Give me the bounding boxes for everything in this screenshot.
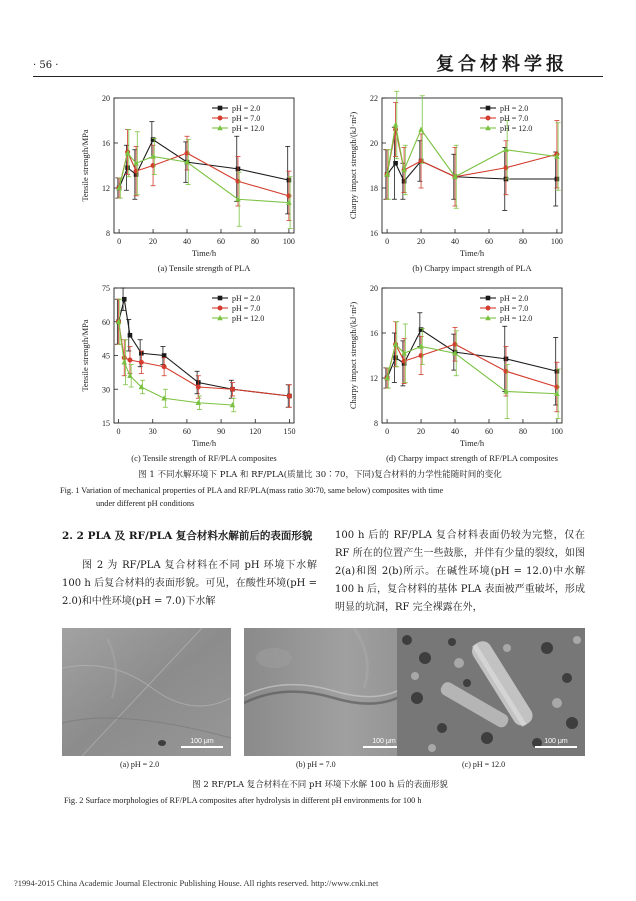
data-point (151, 163, 156, 168)
y-tick-label: 8 (106, 229, 110, 238)
y-tick-label: 16 (370, 229, 378, 238)
legend-marker (218, 296, 223, 301)
x-tick-label: 80 (250, 237, 259, 246)
data-point (134, 169, 139, 174)
section-heading: 2. 2 PLA 及 RF/PLA 复合材料水解前后的表面形貌 (62, 530, 313, 542)
figure2-caption-cn: 图 2 RF/PLA 复合材料在不同 pH 环境下水解 100 h 后的表面形貌 (192, 780, 448, 790)
chart-b-svg (330, 90, 575, 272)
data-point (122, 297, 127, 302)
x-tick-label: 90 (217, 427, 226, 436)
chart-d (330, 280, 575, 462)
series-2 (384, 322, 560, 419)
series-line (119, 322, 233, 405)
body-paragraph-left: 图 2 为 RF/PLA 复合材料在不同 pH 环境下水解 100 h 后复合材料的表面形貌。可见，在酸性环境(pH = 2.0)和中性环境(pH = 7.0)下水解 (62, 560, 317, 607)
copyright-footer: ?1994-2015 China Academic Journal Electronic Publishing House. All rights reserved. http://www.cnki.net (14, 878, 379, 888)
scale-bar-c: 100 μm (535, 738, 577, 748)
legend-marker (486, 296, 491, 301)
data-point (419, 353, 424, 358)
legend-marker (486, 306, 491, 311)
data-point (196, 385, 201, 390)
header-rule (33, 76, 603, 77)
y-tick-label: 8 (374, 419, 378, 428)
data-point (418, 127, 424, 132)
data-point (419, 327, 424, 332)
legend-marker (486, 106, 491, 111)
data-point (185, 151, 190, 156)
y-axis-label: Charpy impact strength/(kJ·m²) (348, 301, 358, 410)
series-2 (116, 299, 236, 412)
y-tick-label: 12 (370, 374, 378, 383)
page-number: · 56 · (33, 60, 59, 71)
x-tick-label: 40 (451, 237, 460, 246)
figure2-caption-en: Fig. 2 Surface morphologies of RF/PLA composites after hydrolysis in different pH environments for 100 h (64, 796, 422, 805)
data-point (287, 394, 292, 399)
sem-image-c (397, 628, 585, 756)
legend-label: pH = 2.0 (500, 104, 529, 113)
series-line (119, 153, 289, 203)
x-axis-label: Time/h (191, 438, 217, 448)
legend-label: pH = 2.0 (232, 294, 261, 303)
data-point (286, 193, 291, 198)
chart-a-svg (62, 90, 307, 272)
y-tick-label: 45 (102, 351, 110, 361)
data-point (393, 122, 399, 127)
x-axis-label: Time/h (191, 248, 217, 258)
x-axis-label: Time/h (459, 248, 485, 258)
figure1-caption-en-line1: Fig. 1 Variation of mechanical properties of PLA and RF/PLA(mass ratio 30∶70, same below) composites with time (60, 486, 444, 495)
scale-bar-b: 100 μm (363, 738, 405, 748)
legend-label: pH = 12.0 (232, 124, 265, 133)
data-point (128, 333, 133, 338)
chart-subtitle: (c) Tensile strength of RF/PLA composites (131, 453, 277, 463)
legend-marker (218, 116, 223, 121)
journal-name: 复合材料学报 (436, 54, 568, 75)
legend-marker (218, 106, 223, 111)
series-line (387, 161, 557, 181)
x-axis-label: Time/h (459, 438, 485, 448)
series-line (119, 322, 290, 396)
chart-subtitle: (a) Tensile strength of PLA (157, 263, 251, 273)
x-tick-label: 80 (518, 237, 527, 246)
chart-b (330, 90, 575, 272)
chart-subtitle: (b) Charpy impact strength of PLA (412, 263, 532, 273)
legend-label: pH = 7.0 (232, 304, 261, 313)
x-tick-label: 40 (183, 237, 192, 246)
chart-subtitle: (d) Charpy impact strength of RF/PLA composites (386, 453, 558, 463)
legend-label: pH = 2.0 (500, 294, 529, 303)
series-line (387, 344, 557, 394)
sem-label-a: (a) pH = 2.0 (120, 760, 160, 769)
x-tick-label: 100 (550, 427, 563, 436)
chart-c (62, 280, 307, 462)
data-point (230, 387, 235, 392)
plot-frame (382, 98, 562, 233)
data-point (121, 359, 127, 364)
y-tick-label: 18 (370, 184, 378, 193)
data-point (139, 360, 144, 365)
x-tick-label: 0 (116, 427, 121, 436)
data-point (453, 342, 458, 347)
data-point (162, 364, 167, 369)
data-point (393, 161, 398, 166)
series-2 (384, 91, 560, 208)
y-tick-label: 20 (370, 139, 378, 148)
x-tick-label: 20 (417, 427, 426, 436)
data-point (235, 179, 240, 184)
series-0 (115, 288, 292, 407)
legend-label: pH = 12.0 (500, 124, 533, 133)
x-tick-label: 100 (550, 237, 563, 246)
plot-frame (382, 288, 562, 423)
data-point (419, 159, 424, 164)
sem-image-a (62, 628, 231, 756)
x-tick-label: 60 (484, 237, 493, 246)
figure1-caption-cn: 图 1 不同水解环境下 PLA 和 RF/PLA(质量比 30∶70，下同)复合材料的力学性能随时间的变化 (138, 470, 502, 480)
x-tick-label: 0 (117, 237, 122, 246)
y-tick-label: 30 (102, 385, 110, 395)
x-tick-label: 40 (451, 427, 460, 436)
sem-image-b (244, 628, 413, 756)
x-tick-label: 0 (385, 237, 390, 246)
x-tick-label: 60 (484, 427, 493, 436)
y-tick-label: 16 (102, 139, 110, 148)
data-point (150, 154, 156, 159)
data-point (503, 165, 508, 170)
series-0 (383, 127, 559, 210)
y-tick-label: 12 (102, 184, 110, 193)
chart-c-svg (62, 280, 307, 462)
series-1 (385, 322, 560, 412)
data-point (162, 353, 167, 358)
body-paragraph-right: 100 h 后的 RF/PLA 复合材料表面仍较为完整，仅在 RF 所在的位置产生一些鼓胀，并伴有少量的裂纹，如图 2(a)和图 2(b)所示。在碱性环境(pH = 12.0)中水解 100 h 后，复合材料的基体 PLA 表面被严重破坏，形成明显的坑洞，RF 完全裸露在外， (335, 530, 585, 613)
y-axis-label: Tensile strength/MPa (80, 319, 90, 392)
y-tick-label: 15 (102, 419, 110, 428)
y-tick-label: 60 (102, 317, 110, 327)
x-tick-label: 20 (417, 237, 426, 246)
figure1-caption-en-line2: under different pH conditions (96, 499, 195, 508)
sem-label-c: (c) pH = 12.0 (462, 760, 506, 769)
data-point (127, 358, 132, 363)
data-point (151, 137, 156, 142)
y-tick-label: 75 (102, 284, 110, 293)
legend-label: pH = 7.0 (500, 114, 529, 123)
data-point (402, 359, 407, 364)
x-tick-label: 60 (216, 237, 225, 246)
legend-label: pH = 12.0 (232, 314, 265, 323)
x-tick-label: 80 (518, 427, 527, 436)
legend-label: pH = 7.0 (232, 114, 261, 123)
x-tick-label: 20 (149, 237, 158, 246)
scale-bar-a: 100 μm (181, 738, 223, 748)
legend-label: pH = 7.0 (500, 304, 529, 313)
legend-marker (218, 306, 223, 311)
x-tick-label: 150 (283, 427, 296, 436)
x-tick-label: 60 (182, 427, 191, 436)
chart-a (62, 90, 307, 272)
y-tick-label: 22 (370, 94, 378, 103)
y-axis-label: Charpy impact strength/(kJ·m²) (348, 111, 358, 220)
legend-label: pH = 12.0 (500, 314, 533, 323)
legend-marker (486, 116, 491, 121)
y-tick-label: 16 (370, 329, 378, 338)
series-line (119, 140, 289, 188)
data-point (554, 385, 559, 390)
x-tick-label: 0 (385, 427, 390, 436)
data-point (503, 369, 508, 374)
series-0 (115, 122, 291, 214)
sem-label-b: (b) pH = 7.0 (296, 760, 336, 769)
x-tick-label: 100 (282, 237, 295, 246)
y-axis-label: Tensile strength/MPa (80, 129, 90, 202)
y-tick-label: 20 (102, 94, 110, 103)
series-2 (116, 130, 292, 229)
chart-d-svg (330, 280, 575, 462)
x-tick-label: 120 (249, 427, 262, 436)
x-tick-label: 30 (148, 427, 157, 436)
legend-label: pH = 2.0 (232, 104, 261, 113)
y-tick-label: 20 (370, 284, 378, 293)
